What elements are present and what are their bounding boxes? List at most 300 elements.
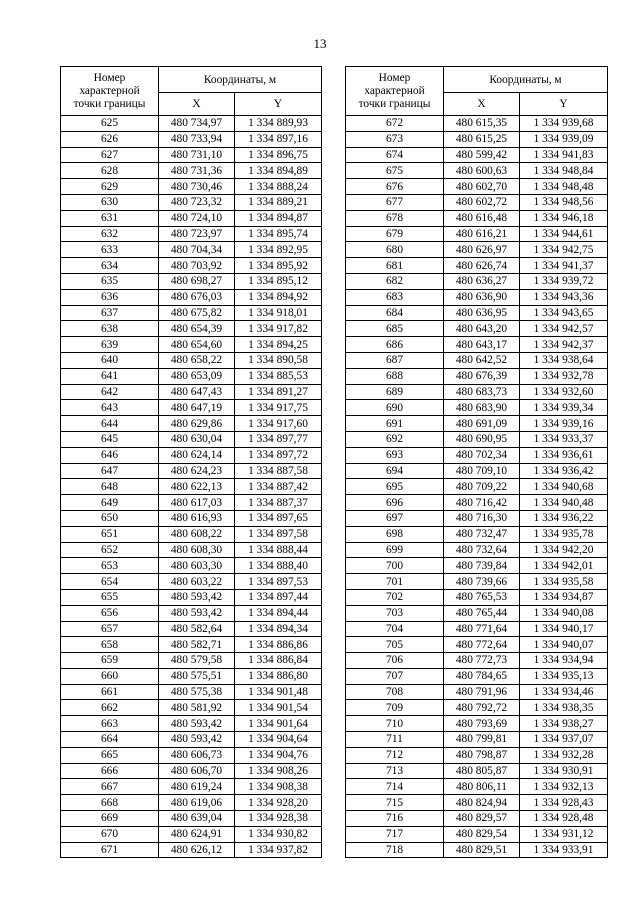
point-number-cell: 661 (61, 684, 159, 700)
point-number-header-line: Номер (93, 71, 126, 84)
x-coordinate-cell: 480 619,24 (159, 779, 235, 795)
table-row (346, 447, 608, 463)
y-coordinate-cell: 1 334 895,74 (235, 226, 322, 242)
table-row (61, 416, 322, 432)
table-row (346, 605, 608, 621)
table-row (346, 305, 608, 321)
point-number-cell: 660 (61, 668, 159, 684)
y-coordinate-cell: 1 334 939,34 (520, 400, 608, 416)
y-coordinate-cell: 1 334 938,35 (520, 700, 608, 716)
coordinates-header: Координаты, м (444, 67, 608, 93)
table-row (61, 653, 322, 669)
x-coordinate-cell: 480 793,69 (444, 716, 520, 732)
point-number-cell: 663 (61, 716, 159, 732)
point-number-cell: 711 (346, 732, 444, 748)
table-row (346, 732, 608, 748)
y-coordinate-cell: 1 334 908,38 (235, 779, 322, 795)
table-row (346, 273, 608, 289)
point-number-cell: 696 (346, 495, 444, 511)
y-coordinate-cell: 1 334 943,36 (520, 289, 608, 305)
point-number-cell: 682 (346, 273, 444, 289)
table-row (61, 637, 322, 653)
point-number-cell: 695 (346, 479, 444, 495)
point-number-cell: 666 (61, 763, 159, 779)
point-number-cell: 668 (61, 795, 159, 811)
point-number-cell: 688 (346, 368, 444, 384)
x-coordinate-cell: 480 636,27 (444, 273, 520, 289)
table-row (61, 668, 322, 684)
x-coordinate-cell: 480 654,39 (159, 321, 235, 337)
x-coordinate-cell: 480 593,42 (159, 716, 235, 732)
x-coordinate-cell: 480 716,30 (444, 510, 520, 526)
y-coordinate-cell: 1 334 885,53 (235, 368, 322, 384)
table-row (61, 194, 322, 210)
y-coordinate-cell: 1 334 904,64 (235, 732, 322, 748)
x-coordinate-cell: 480 624,23 (159, 463, 235, 479)
y-coordinate-cell: 1 334 894,89 (235, 163, 322, 179)
point-number-header-line: точки границы (358, 97, 431, 110)
x-coordinate-cell: 480 739,84 (444, 558, 520, 574)
y-coordinate-cell: 1 334 930,82 (235, 826, 322, 842)
table-row (61, 337, 322, 353)
table-row (61, 447, 322, 463)
point-number-cell: 686 (346, 337, 444, 353)
point-number-cell: 657 (61, 621, 159, 637)
table-row (61, 763, 322, 779)
table-row (346, 289, 608, 305)
point-number-cell: 628 (61, 163, 159, 179)
table-row (346, 479, 608, 495)
table-row (61, 732, 322, 748)
x-coordinate-cell: 480 599,42 (444, 147, 520, 163)
table-row (346, 431, 608, 447)
x-coordinate-cell: 480 616,93 (159, 510, 235, 526)
x-coordinate-cell: 480 772,73 (444, 653, 520, 669)
y-coordinate-cell: 1 334 890,58 (235, 352, 322, 368)
point-number-cell: 687 (346, 352, 444, 368)
x-coordinate-cell: 480 798,87 (444, 747, 520, 763)
y-coordinate-cell: 1 334 897,72 (235, 447, 322, 463)
x-coordinate-cell: 480 603,30 (159, 558, 235, 574)
x-coordinate-cell: 480 730,46 (159, 179, 235, 195)
x-coordinate-cell: 480 616,48 (444, 210, 520, 226)
y-coordinate-cell: 1 334 928,38 (235, 811, 322, 827)
x-coordinate-cell: 480 582,64 (159, 621, 235, 637)
point-number-cell: 672 (346, 116, 444, 132)
y-coordinate-cell: 1 334 938,64 (520, 352, 608, 368)
y-coordinate-cell: 1 334 940,48 (520, 495, 608, 511)
point-number-cell: 650 (61, 510, 159, 526)
table-row (61, 700, 322, 716)
x-coordinate-cell: 480 698,27 (159, 273, 235, 289)
point-number-cell: 692 (346, 431, 444, 447)
point-number-cell: 664 (61, 732, 159, 748)
point-number-header-line: Номер (378, 71, 411, 84)
table-row (61, 811, 322, 827)
table-row (346, 716, 608, 732)
table-row (346, 826, 608, 842)
table-row (61, 258, 322, 274)
y-coordinate-cell: 1 334 897,58 (235, 526, 322, 542)
y-coordinate-cell: 1 334 894,44 (235, 605, 322, 621)
point-number-cell: 648 (61, 479, 159, 495)
table-row (61, 605, 322, 621)
x-coordinate-cell: 480 602,70 (444, 179, 520, 195)
x-coordinate-cell: 480 676,39 (444, 368, 520, 384)
x-coordinate-cell: 480 647,19 (159, 400, 235, 416)
table-row (346, 795, 608, 811)
table-row (61, 510, 322, 526)
point-number-cell: 643 (61, 400, 159, 416)
point-number-cell: 649 (61, 495, 159, 511)
y-coordinate-cell: 1 334 941,37 (520, 258, 608, 274)
y-coordinate-cell: 1 334 934,94 (520, 653, 608, 669)
table-row (61, 163, 322, 179)
point-number-cell: 641 (61, 368, 159, 384)
point-number-header (61, 67, 159, 116)
y-coordinate-cell: 1 334 948,48 (520, 179, 608, 195)
point-number-cell: 632 (61, 226, 159, 242)
table-row (61, 431, 322, 447)
table-row (61, 795, 322, 811)
point-number-cell: 640 (61, 352, 159, 368)
point-number-cell: 662 (61, 700, 159, 716)
x-coordinate-cell: 480 624,91 (159, 826, 235, 842)
y-coordinate-cell: 1 334 894,34 (235, 621, 322, 637)
point-number-header-line: точки границы (73, 97, 146, 110)
point-number-cell: 714 (346, 779, 444, 795)
y-coordinate-cell: 1 334 936,22 (520, 510, 608, 526)
y-coordinate-cell: 1 334 942,01 (520, 558, 608, 574)
y-coordinate-cell: 1 334 942,57 (520, 321, 608, 337)
point-number-cell: 685 (346, 321, 444, 337)
x-coordinate-cell: 480 600,63 (444, 163, 520, 179)
x-column-header: X (159, 93, 235, 116)
y-coordinate-cell: 1 334 942,20 (520, 542, 608, 558)
y-coordinate-cell: 1 334 908,26 (235, 763, 322, 779)
x-coordinate-cell: 480 806,11 (444, 779, 520, 795)
y-coordinate-cell: 1 334 932,13 (520, 779, 608, 795)
point-number-cell: 678 (346, 210, 444, 226)
x-coordinate-cell: 480 723,32 (159, 194, 235, 210)
point-number-cell: 644 (61, 416, 159, 432)
x-coordinate-cell: 480 829,57 (444, 811, 520, 827)
x-coordinate-cell: 480 643,20 (444, 321, 520, 337)
table-row (61, 352, 322, 368)
point-number-cell: 693 (346, 447, 444, 463)
x-coordinate-cell: 480 626,97 (444, 242, 520, 258)
point-number-cell: 707 (346, 668, 444, 684)
y-coordinate-cell: 1 334 939,09 (520, 131, 608, 147)
point-number-cell: 704 (346, 621, 444, 637)
x-coordinate-cell: 480 683,73 (444, 384, 520, 400)
x-coordinate-cell: 480 765,44 (444, 605, 520, 621)
table-row (346, 811, 608, 827)
x-coordinate-cell: 480 702,34 (444, 447, 520, 463)
y-coordinate-cell: 1 334 897,16 (235, 131, 322, 147)
point-number-cell: 684 (346, 305, 444, 321)
point-number-cell: 691 (346, 416, 444, 432)
y-coordinate-cell: 1 334 940,08 (520, 605, 608, 621)
table-row (61, 558, 322, 574)
y-coordinate-cell: 1 334 944,61 (520, 226, 608, 242)
y-coordinate-cell: 1 334 886,80 (235, 668, 322, 684)
point-number-cell: 652 (61, 542, 159, 558)
x-coordinate-cell: 480 602,72 (444, 194, 520, 210)
x-coordinate-cell: 480 829,51 (444, 842, 520, 858)
page-number: 13 (313, 36, 327, 51)
table-row (346, 163, 608, 179)
table-row (61, 273, 322, 289)
point-number-cell: 705 (346, 637, 444, 653)
y-coordinate-cell: 1 334 886,86 (235, 637, 322, 653)
point-number-cell: 629 (61, 179, 159, 195)
x-coordinate-cell: 480 676,03 (159, 289, 235, 305)
x-coordinate-cell: 480 593,42 (159, 589, 235, 605)
x-coordinate-cell: 480 690,95 (444, 431, 520, 447)
y-coordinate-cell: 1 334 932,60 (520, 384, 608, 400)
coordinates-table-right-body (346, 116, 608, 858)
y-coordinate-cell: 1 334 901,48 (235, 684, 322, 700)
point-number-cell: 675 (346, 163, 444, 179)
y-coordinate-cell: 1 334 940,68 (520, 479, 608, 495)
y-coordinate-cell: 1 334 895,92 (235, 258, 322, 274)
y-coordinate-cell: 1 334 935,78 (520, 526, 608, 542)
x-coordinate-cell: 480 579,58 (159, 653, 235, 669)
y-coordinate-cell: 1 334 928,48 (520, 811, 608, 827)
x-coordinate-cell: 480 733,94 (159, 131, 235, 147)
x-coordinate-cell: 480 805,87 (444, 763, 520, 779)
y-coordinate-cell: 1 334 935,13 (520, 668, 608, 684)
point-number-cell: 647 (61, 463, 159, 479)
x-coordinate-cell: 480 608,22 (159, 526, 235, 542)
point-number-cell: 709 (346, 700, 444, 716)
x-coordinate-cell: 480 603,22 (159, 574, 235, 590)
x-coordinate-cell: 480 642,52 (444, 352, 520, 368)
x-coordinate-cell: 480 723,97 (159, 226, 235, 242)
point-number-cell: 631 (61, 210, 159, 226)
x-coordinate-cell: 480 784,65 (444, 668, 520, 684)
x-coordinate-cell: 480 616,21 (444, 226, 520, 242)
y-coordinate-cell: 1 334 948,56 (520, 194, 608, 210)
point-number-cell: 671 (61, 842, 159, 858)
y-coordinate-cell: 1 334 918,01 (235, 305, 322, 321)
x-coordinate-cell: 480 582,71 (159, 637, 235, 653)
y-coordinate-cell: 1 334 904,76 (235, 747, 322, 763)
point-number-cell: 717 (346, 826, 444, 842)
table-row (346, 700, 608, 716)
y-coordinate-cell: 1 334 939,68 (520, 116, 608, 132)
point-number-header-line: характерной (364, 84, 425, 97)
table-row (61, 400, 322, 416)
table-row (61, 226, 322, 242)
y-coordinate-cell: 1 334 896,75 (235, 147, 322, 163)
x-coordinate-cell: 480 593,42 (159, 732, 235, 748)
y-coordinate-cell: 1 334 888,24 (235, 179, 322, 195)
point-number-cell: 645 (61, 431, 159, 447)
x-coordinate-cell: 480 606,73 (159, 747, 235, 763)
y-coordinate-cell: 1 334 939,72 (520, 273, 608, 289)
y-coordinate-cell: 1 334 894,92 (235, 289, 322, 305)
table-row (346, 574, 608, 590)
y-coordinate-cell: 1 334 932,78 (520, 368, 608, 384)
table-row (346, 321, 608, 337)
point-number-cell: 627 (61, 147, 159, 163)
coordinates-table-left-body (61, 116, 322, 858)
point-number-cell: 710 (346, 716, 444, 732)
point-number-cell: 677 (346, 194, 444, 210)
x-coordinate-cell: 480 791,96 (444, 684, 520, 700)
y-coordinate-cell: 1 334 897,65 (235, 510, 322, 526)
table-row (346, 226, 608, 242)
point-number-cell: 665 (61, 747, 159, 763)
x-coordinate-cell: 480 639,04 (159, 811, 235, 827)
point-number-cell: 703 (346, 605, 444, 621)
x-coordinate-cell: 480 624,14 (159, 447, 235, 463)
point-number-cell: 642 (61, 384, 159, 400)
table-row (61, 716, 322, 732)
point-number-cell: 639 (61, 337, 159, 353)
y-coordinate-cell: 1 334 894,87 (235, 210, 322, 226)
point-number-cell: 681 (346, 258, 444, 274)
point-number-cell: 637 (61, 305, 159, 321)
y-coordinate-cell: 1 334 937,07 (520, 732, 608, 748)
table-row (346, 337, 608, 353)
x-coordinate-cell: 480 658,22 (159, 352, 235, 368)
table-row (61, 589, 322, 605)
table-row (61, 495, 322, 511)
point-number-cell: 712 (346, 747, 444, 763)
point-number-cell: 698 (346, 526, 444, 542)
x-coordinate-cell: 480 731,36 (159, 163, 235, 179)
point-number-cell: 636 (61, 289, 159, 305)
y-coordinate-cell: 1 334 936,42 (520, 463, 608, 479)
x-coordinate-cell: 480 615,25 (444, 131, 520, 147)
point-number-cell: 630 (61, 194, 159, 210)
x-coordinate-cell: 480 626,12 (159, 842, 235, 858)
table-row (61, 321, 322, 337)
point-number-cell: 673 (346, 131, 444, 147)
point-number-cell: 697 (346, 510, 444, 526)
table-row (61, 747, 322, 763)
x-coordinate-cell: 480 636,90 (444, 289, 520, 305)
table-row (346, 131, 608, 147)
x-coordinate-cell: 480 636,95 (444, 305, 520, 321)
x-coordinate-cell: 480 606,70 (159, 763, 235, 779)
x-coordinate-cell: 480 691,09 (444, 416, 520, 432)
table-row (61, 526, 322, 542)
point-number-cell: 635 (61, 273, 159, 289)
x-coordinate-cell: 480 724,10 (159, 210, 235, 226)
coordinates-header: Координаты, м (159, 67, 322, 93)
point-number-cell: 694 (346, 463, 444, 479)
table-row (346, 242, 608, 258)
point-number-cell: 659 (61, 653, 159, 669)
table-row (61, 242, 322, 258)
table-row (346, 668, 608, 684)
x-coordinate-cell: 480 732,64 (444, 542, 520, 558)
point-number-cell: 667 (61, 779, 159, 795)
point-number-cell: 689 (346, 384, 444, 400)
table-row (61, 368, 322, 384)
x-coordinate-cell: 480 654,60 (159, 337, 235, 353)
point-number-cell: 651 (61, 526, 159, 542)
x-coordinate-cell: 480 772,64 (444, 637, 520, 653)
y-coordinate-cell: 1 334 897,77 (235, 431, 322, 447)
x-coordinate-cell: 480 709,22 (444, 479, 520, 495)
point-number-header (346, 67, 444, 116)
point-number-cell: 699 (346, 542, 444, 558)
x-coordinate-cell: 480 575,38 (159, 684, 235, 700)
y-coordinate-cell: 1 334 941,83 (520, 147, 608, 163)
y-coordinate-cell: 1 334 887,42 (235, 479, 322, 495)
y-coordinate-cell: 1 334 937,82 (235, 842, 322, 858)
table-row (346, 495, 608, 511)
point-number-cell: 713 (346, 763, 444, 779)
x-coordinate-cell: 480 653,09 (159, 368, 235, 384)
coordinates-table-left (60, 66, 322, 858)
x-coordinate-cell: 480 734,97 (159, 116, 235, 132)
x-coordinate-cell: 480 703,92 (159, 258, 235, 274)
y-coordinate-cell: 1 334 894,25 (235, 337, 322, 353)
y-column-header: Y (520, 93, 608, 116)
table-row (61, 116, 322, 132)
table-row (61, 479, 322, 495)
y-coordinate-cell: 1 334 936,61 (520, 447, 608, 463)
table-row (346, 400, 608, 416)
point-number-cell: 718 (346, 842, 444, 858)
table-row (346, 258, 608, 274)
table-row (61, 542, 322, 558)
y-coordinate-cell: 1 334 897,44 (235, 589, 322, 605)
x-coordinate-cell: 480 829,54 (444, 826, 520, 842)
point-number-cell: 702 (346, 589, 444, 605)
point-number-cell: 680 (346, 242, 444, 258)
y-coordinate-cell: 1 334 940,07 (520, 637, 608, 653)
table-row (346, 179, 608, 195)
table-row (346, 542, 608, 558)
table-row (61, 289, 322, 305)
x-coordinate-cell: 480 643,17 (444, 337, 520, 353)
point-number-cell: 633 (61, 242, 159, 258)
x-coordinate-cell: 480 731,10 (159, 147, 235, 163)
point-number-cell: 701 (346, 574, 444, 590)
x-coordinate-cell: 480 824,94 (444, 795, 520, 811)
table-row (346, 621, 608, 637)
x-coordinate-cell: 480 771,64 (444, 621, 520, 637)
table-row (61, 305, 322, 321)
y-coordinate-cell: 1 334 888,44 (235, 542, 322, 558)
table-row (61, 574, 322, 590)
x-coordinate-cell: 480 581,92 (159, 700, 235, 716)
y-coordinate-cell: 1 334 889,93 (235, 116, 322, 132)
y-coordinate-cell: 1 334 935,58 (520, 574, 608, 590)
table-row (346, 510, 608, 526)
x-coordinate-cell: 480 765,53 (444, 589, 520, 605)
table-row (346, 589, 608, 605)
table-row (346, 653, 608, 669)
point-number-cell: 654 (61, 574, 159, 590)
point-number-cell: 658 (61, 637, 159, 653)
x-column-header: X (444, 93, 520, 116)
y-coordinate-cell: 1 334 933,37 (520, 431, 608, 447)
y-coordinate-cell: 1 334 930,91 (520, 763, 608, 779)
x-coordinate-cell: 480 608,30 (159, 542, 235, 558)
table-row (61, 131, 322, 147)
y-coordinate-cell: 1 334 917,82 (235, 321, 322, 337)
point-number-cell: 656 (61, 605, 159, 621)
table-row (61, 779, 322, 795)
